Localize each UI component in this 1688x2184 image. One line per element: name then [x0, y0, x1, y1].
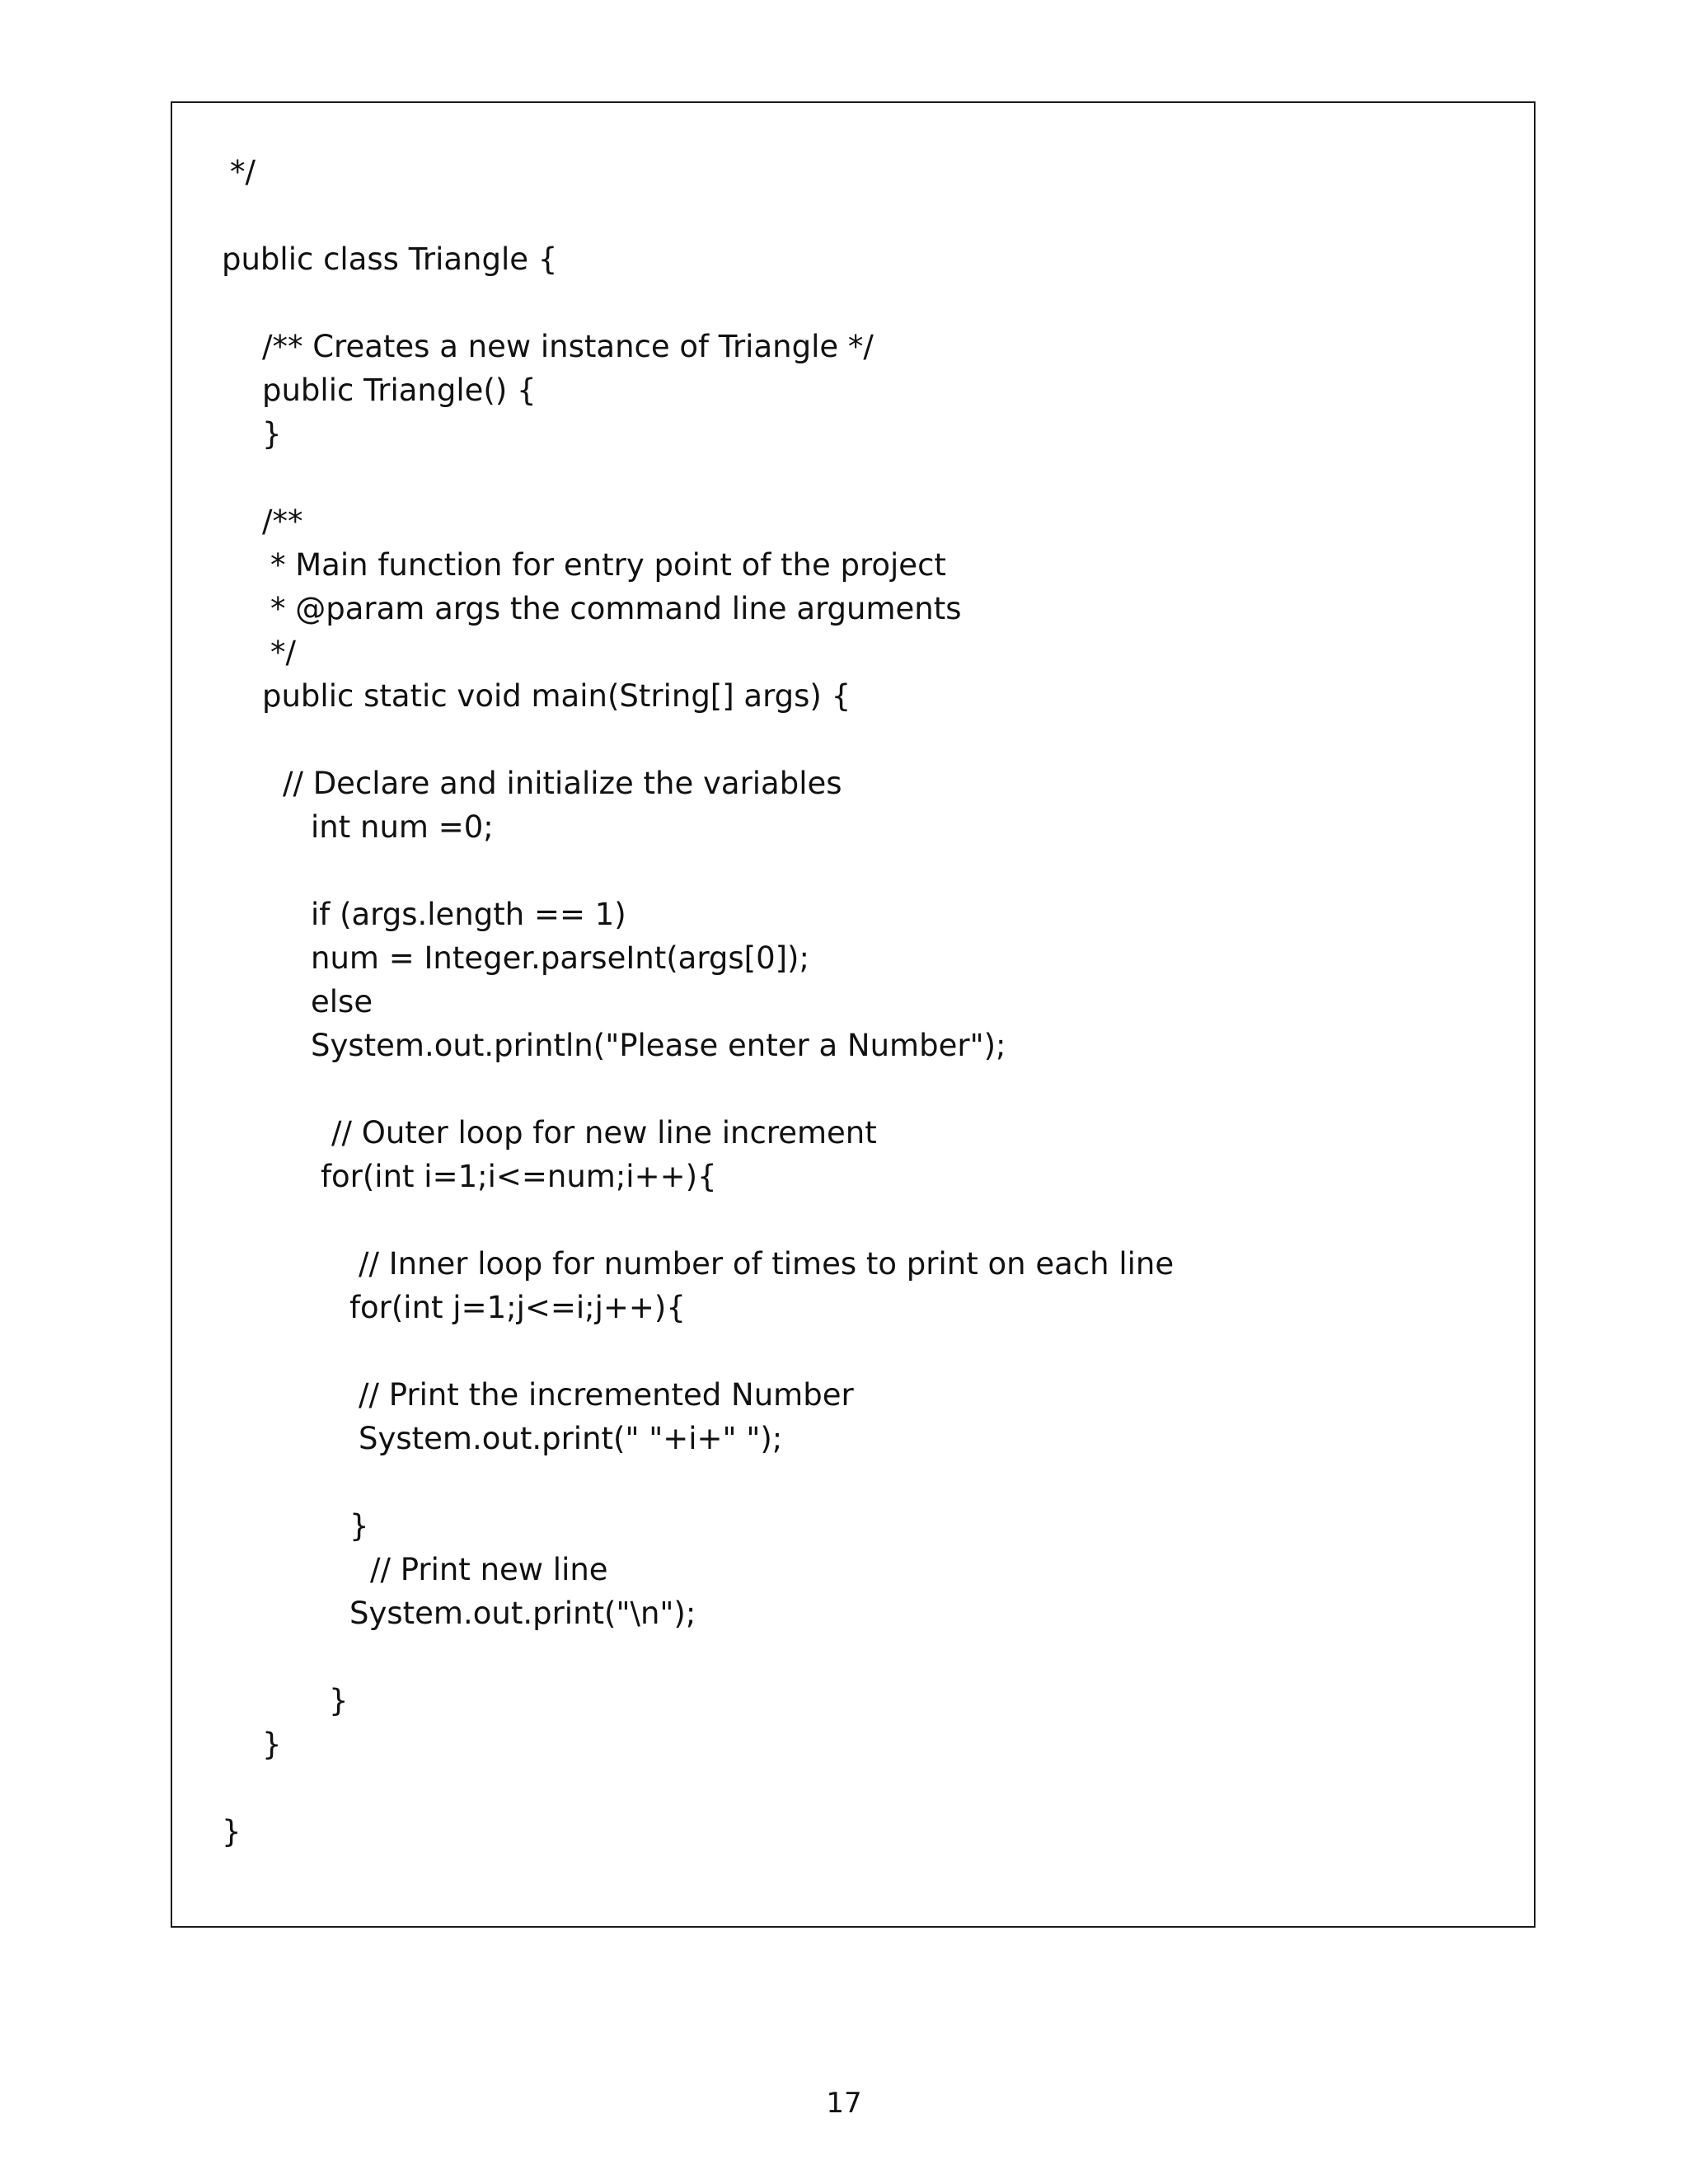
- code-line-25: System.out.print("\n");: [349, 1596, 696, 1631]
- code-line-9: */: [270, 635, 296, 670]
- code-line-23: }: [349, 1508, 369, 1544]
- code-line-19: // Inner loop for number of times to print on each line: [359, 1246, 1175, 1282]
- code-line-24: // Print new line: [370, 1552, 608, 1587]
- code-line-5: }: [262, 416, 282, 452]
- code-line-18: for(int i=1;i<=num;i++){: [321, 1159, 717, 1194]
- code-line-16: System.out.println("Please enter a Number");: [311, 1028, 1006, 1063]
- code-line-11: // Declare and initialize the variables: [283, 766, 842, 801]
- code-line-10: public static void main(String[] args) {: [262, 678, 851, 714]
- code-line-17: // Outer loop for new line increment: [331, 1115, 877, 1151]
- code-line-7: * Main function for entry point of the project: [270, 547, 946, 583]
- code-listing-box: [171, 101, 1536, 1928]
- code-line-20: for(int j=1;j<=i;j++){: [349, 1290, 686, 1325]
- code-line-26: }: [329, 1683, 349, 1718]
- code-line-21: // Print the incremented Number: [359, 1377, 854, 1413]
- code-line-22: System.out.print(" "+i+" ");: [359, 1421, 783, 1456]
- code-line-2: public class Triangle {: [222, 241, 558, 277]
- code-line-28: }: [222, 1814, 241, 1849]
- code-line-6: /**: [262, 504, 303, 539]
- code-line-3: /** Creates a new instance of Triangle */: [262, 329, 874, 364]
- code-line-1: */: [230, 154, 256, 190]
- page-number: 17: [826, 2087, 862, 2120]
- code-line-12: int num =0;: [311, 809, 494, 845]
- code-line-14: num = Integer.parseInt(args[0]);: [311, 940, 809, 976]
- code-line-27: }: [262, 1727, 282, 1762]
- code-line-8: * @param args the command line arguments: [270, 591, 962, 626]
- code-line-4: public Triangle() {: [262, 373, 537, 408]
- code-line-13: if (args.length == 1): [311, 897, 626, 932]
- code-line-15: else: [311, 984, 373, 1019]
